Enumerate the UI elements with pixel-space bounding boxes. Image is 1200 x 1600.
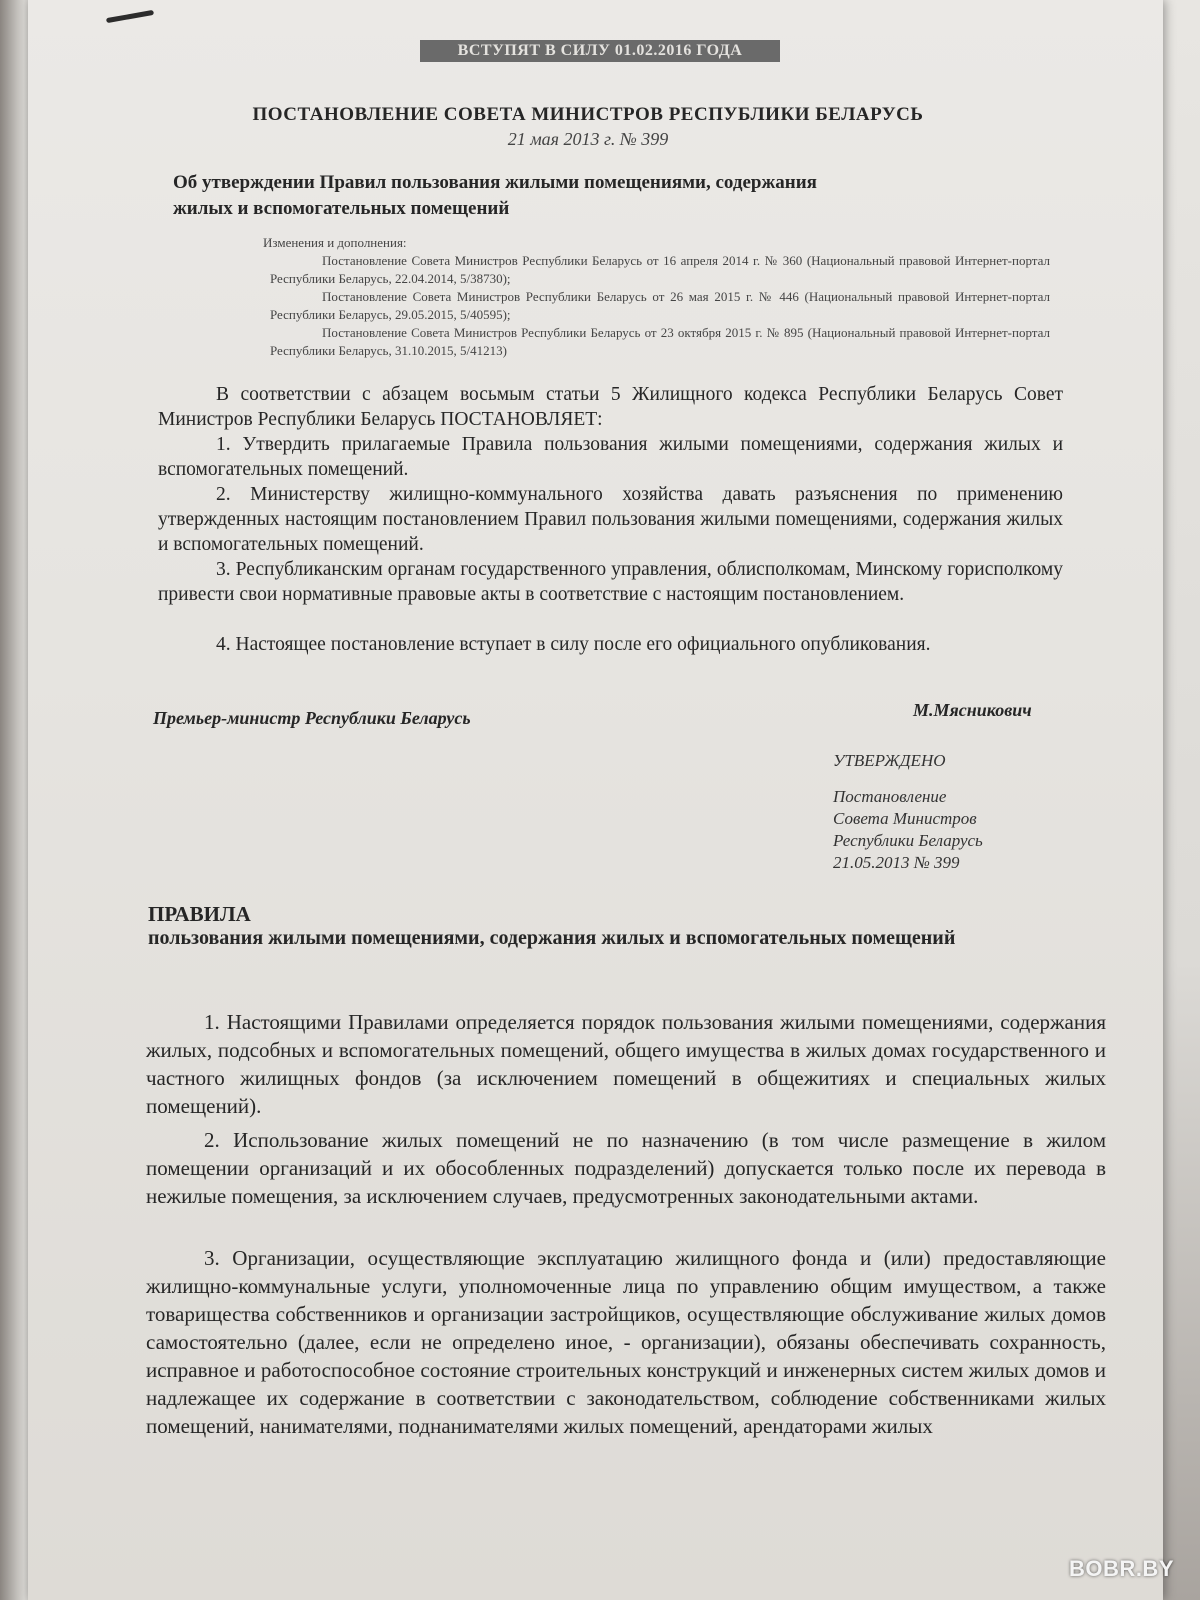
rule-2: 2. Использование жилых помещений не по назначению (в том числе размещение в жилом помещении организаций и их обособленных подразделений) допускается только после их перевода в нежилые помещения, за исключением случаев, предусмотренных законодательными актами. <box>146 1128 1106 1208</box>
approval-line: Республики Беларусь <box>833 831 983 850</box>
signer-name: М.Мясникович <box>913 700 1032 720</box>
amendments-heading: Изменения и дополнения: <box>263 235 407 250</box>
clause-4: 4. Настоящее постановление вступает в силу после его официального опубликования. <box>216 634 931 655</box>
amendment-item: Постановление Совета Министров Республики Беларусь от 26 мая 2015 г. № 446 (Национальный правовой Интернет-портал Республики Беларусь, 29.05.2015, 5/40595); <box>270 289 1050 322</box>
rule-3: 3. Организации, осуществляющие эксплуатацию жилищного фонда и (или) предоставляющие жилищно-коммунальные услуги, уполномоченные лица по управлению общим имуществом, а также товарищества собственников и организации застройщиков, осуществляющие обслуживание жилых домов самостоятельно (далее, если не определено иное, - организации), обязаны обеспечивать сохранность, исправное и работоспособное состояние строительных конструкций и инженерных систем жилых домов и надлежащее их содержание в соответствии с законодательством, соблюдение собственниками жилых помещений, нанимателями, поднанимателями жилых помещений, арендаторами жилых <box>146 1246 1106 1438</box>
decree-title: ПОСТАНОВЛЕНИЕ СОВЕТА МИНИСТРОВ РЕСПУБЛИКИ БЕЛАРУСЬ <box>252 104 924 125</box>
approval-line: Постановление <box>833 787 947 806</box>
decree-subject: Об утверждении Правил пользования жилыми помещениями, содержания жилых и вспомогательных помещений <box>173 172 817 219</box>
preamble: В соответствии с абзацем восьмым статьи 5 Жилищного кодекса Республики Беларусь Совет Министров Республики Беларусь ПОСТАНОВЛЯЕТ: <box>158 384 1063 430</box>
approval-label: УТВЕРЖДЕНО <box>833 751 946 770</box>
rules-subtitle: пользования жилыми помещениями, содержания жилых и вспомогательных помещений <box>148 927 956 949</box>
approval-date: 21.05.2013 № 399 <box>833 853 960 872</box>
watermark: BOBR.BY <box>1069 1556 1174 1581</box>
amendment-item: Постановление Совета Министров Республики Беларусь от 23 октября 2015 г. № 895 (Национальный правовой Интернет-портал Республики Беларусь, 31.10.2015, 5/41213) <box>270 325 1050 358</box>
rules-title: ПРАВИЛА <box>148 902 251 926</box>
document-page <box>28 0 1163 1600</box>
clause-1: 1. Утвердить прилагаемые Правила пользования жилыми помещениями, содержания жилых и вспомогательных помещений. <box>158 434 1063 480</box>
decree-date: 21 мая 2013 г. № 399 <box>507 129 669 149</box>
rule-1: 1. Настоящими Правилами определяется порядок пользования жилыми помещениями, содержания жилых, подсобных и вспомогательных помещений, общего имущества в жилых домах государственного и частного жилищных фондов (за исключением помещений в общежитиях и специальных жилых помещений). <box>146 1010 1106 1118</box>
approval-block <box>833 750 983 874</box>
amendment-item: Постановление Совета Министров Республики Беларусь от 16 апреля 2014 г. № 360 (Национальный правовой Интернет-портал Республики Беларусь, 22.04.2014, 5/38730); <box>270 253 1050 286</box>
effective-date-banner: ВСТУПЯТ В СИЛУ 01.02.2016 ГОДА <box>420 40 780 62</box>
clause-2: 2. Министерству жилищно-коммунального хозяйства давать разъяснения по применению утвержденных настоящим постановлением Правил пользования жилыми помещениями, содержания жилых и вспомогательных помещений. <box>158 484 1063 555</box>
approval-line: Совета Министров <box>833 809 977 828</box>
signer-position: Премьер-министр Республики Беларусь <box>153 708 471 728</box>
clause-3: 3. Республиканским органам государственного управления, облисполкомам, Минскому горисполкому привести свои нормативные правовые акты в соответствие с настоящим постановлением. <box>158 559 1063 605</box>
pen-mark <box>106 10 154 23</box>
